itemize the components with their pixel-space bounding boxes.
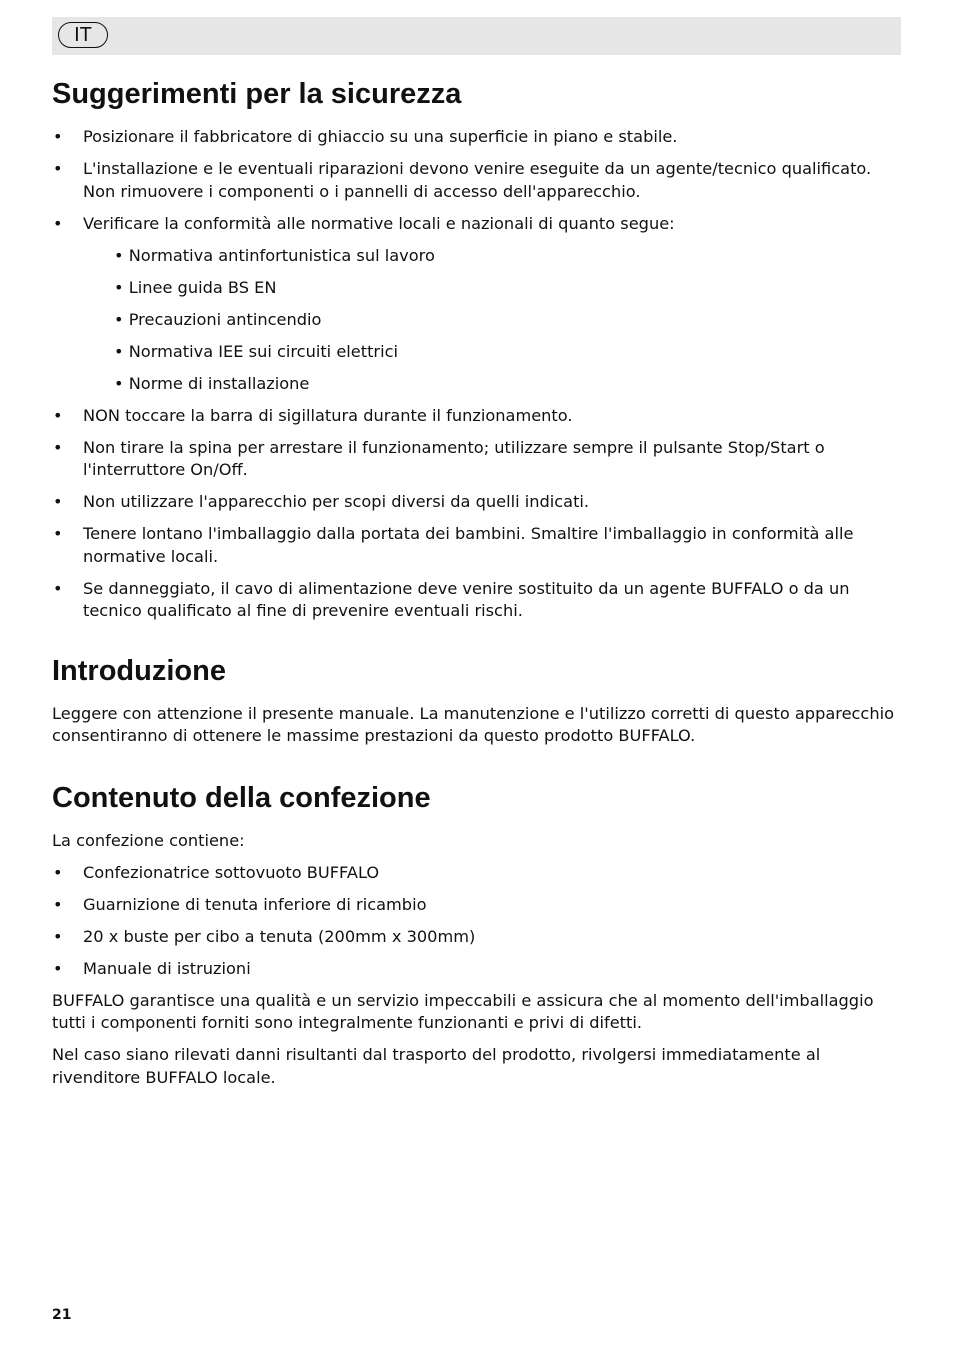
list-item: • Tenere lontano l'imballaggio dalla portata dei bambini. Smaltire l'imballaggio in conformità alle normative locali. bbox=[52, 523, 902, 568]
list-item: • Confezionatrice sottovuoto BUFFALO bbox=[52, 862, 902, 885]
list-item: • Posizionare il fabbricatore di ghiaccio su una superficie in piano e stabile. bbox=[52, 126, 902, 149]
sub-list-item: • Precauzioni antincendio bbox=[52, 309, 902, 332]
safety-heading: Suggerimenti per la sicurezza bbox=[52, 78, 462, 110]
intro-text: Leggere con attenzione il presente manuale. La manutenzione e l'utilizzo corretti di questo apparecchio consentiranno di ottenere le massime prestazioni da questo prodotto BUFFALO. bbox=[52, 703, 894, 745]
list-item: • 20 x buste per cibo a tenuta (200mm x 300mm) bbox=[52, 926, 902, 949]
sub-list-item: • Linee guida BS EN bbox=[52, 277, 902, 300]
contents-list bbox=[52, 862, 902, 981]
list-item: • NON toccare la barra di sigillatura durante il funzionamento. bbox=[52, 405, 902, 428]
header-bar bbox=[52, 17, 901, 55]
list-item: • Se danneggiato, il cavo di alimentazione deve venire sostituito da un agente BUFFALO o da un tecnico qualificato al fine di prevenire eventuali rischi. bbox=[52, 578, 902, 623]
contents-lead: La confezione contiene: bbox=[52, 830, 245, 850]
intro-heading: Introduzione bbox=[52, 654, 226, 687]
sub-list-item: • Normativa IEE sui circuiti elettrici bbox=[52, 341, 902, 364]
quality-paragraph: BUFFALO garantisce una qualità e un servizio impeccabili e assicura che al momento dell'imballaggio tutti i componenti forniti sono integralmente funzionanti e privi di difetti. bbox=[52, 990, 874, 1032]
page-content bbox=[52, 74, 902, 1099]
safety-list bbox=[52, 126, 902, 623]
language-badge: IT bbox=[58, 22, 108, 48]
list-item: • Verificare la conformità alle normative locali e nazionali di quanto segue: bbox=[52, 213, 902, 236]
list-item: • Guarnizione di tenuta inferiore di ricambio bbox=[52, 894, 902, 917]
contents-heading: Contenuto della confezione bbox=[52, 781, 431, 814]
page-number: 21 bbox=[52, 1307, 72, 1323]
sub-list-item: • Normativa antinfortunistica sul lavoro bbox=[52, 245, 902, 268]
damage-paragraph: Nel caso siano rilevati danni risultanti dal trasporto del prodotto, rivolgersi immediatamente al rivenditore BUFFALO locale. bbox=[52, 1045, 821, 1087]
list-item: • Manuale di istruzioni bbox=[52, 958, 902, 981]
list-item: • L'installazione e le eventuali riparazioni devono venire eseguite da un agente/tecnico qualificato. Non rimuovere i componenti o i pannelli di accesso dell'apparecchio. bbox=[52, 158, 902, 203]
list-item: • Non tirare la spina per arrestare il funzionamento; utilizzare sempre il pulsante Stop/Start o l'interruttore On/Off. bbox=[52, 437, 902, 482]
sub-list-item: • Norme di installazione bbox=[52, 373, 902, 396]
list-item: • Non utilizzare l'apparecchio per scopi diversi da quelli indicati. bbox=[52, 491, 902, 514]
